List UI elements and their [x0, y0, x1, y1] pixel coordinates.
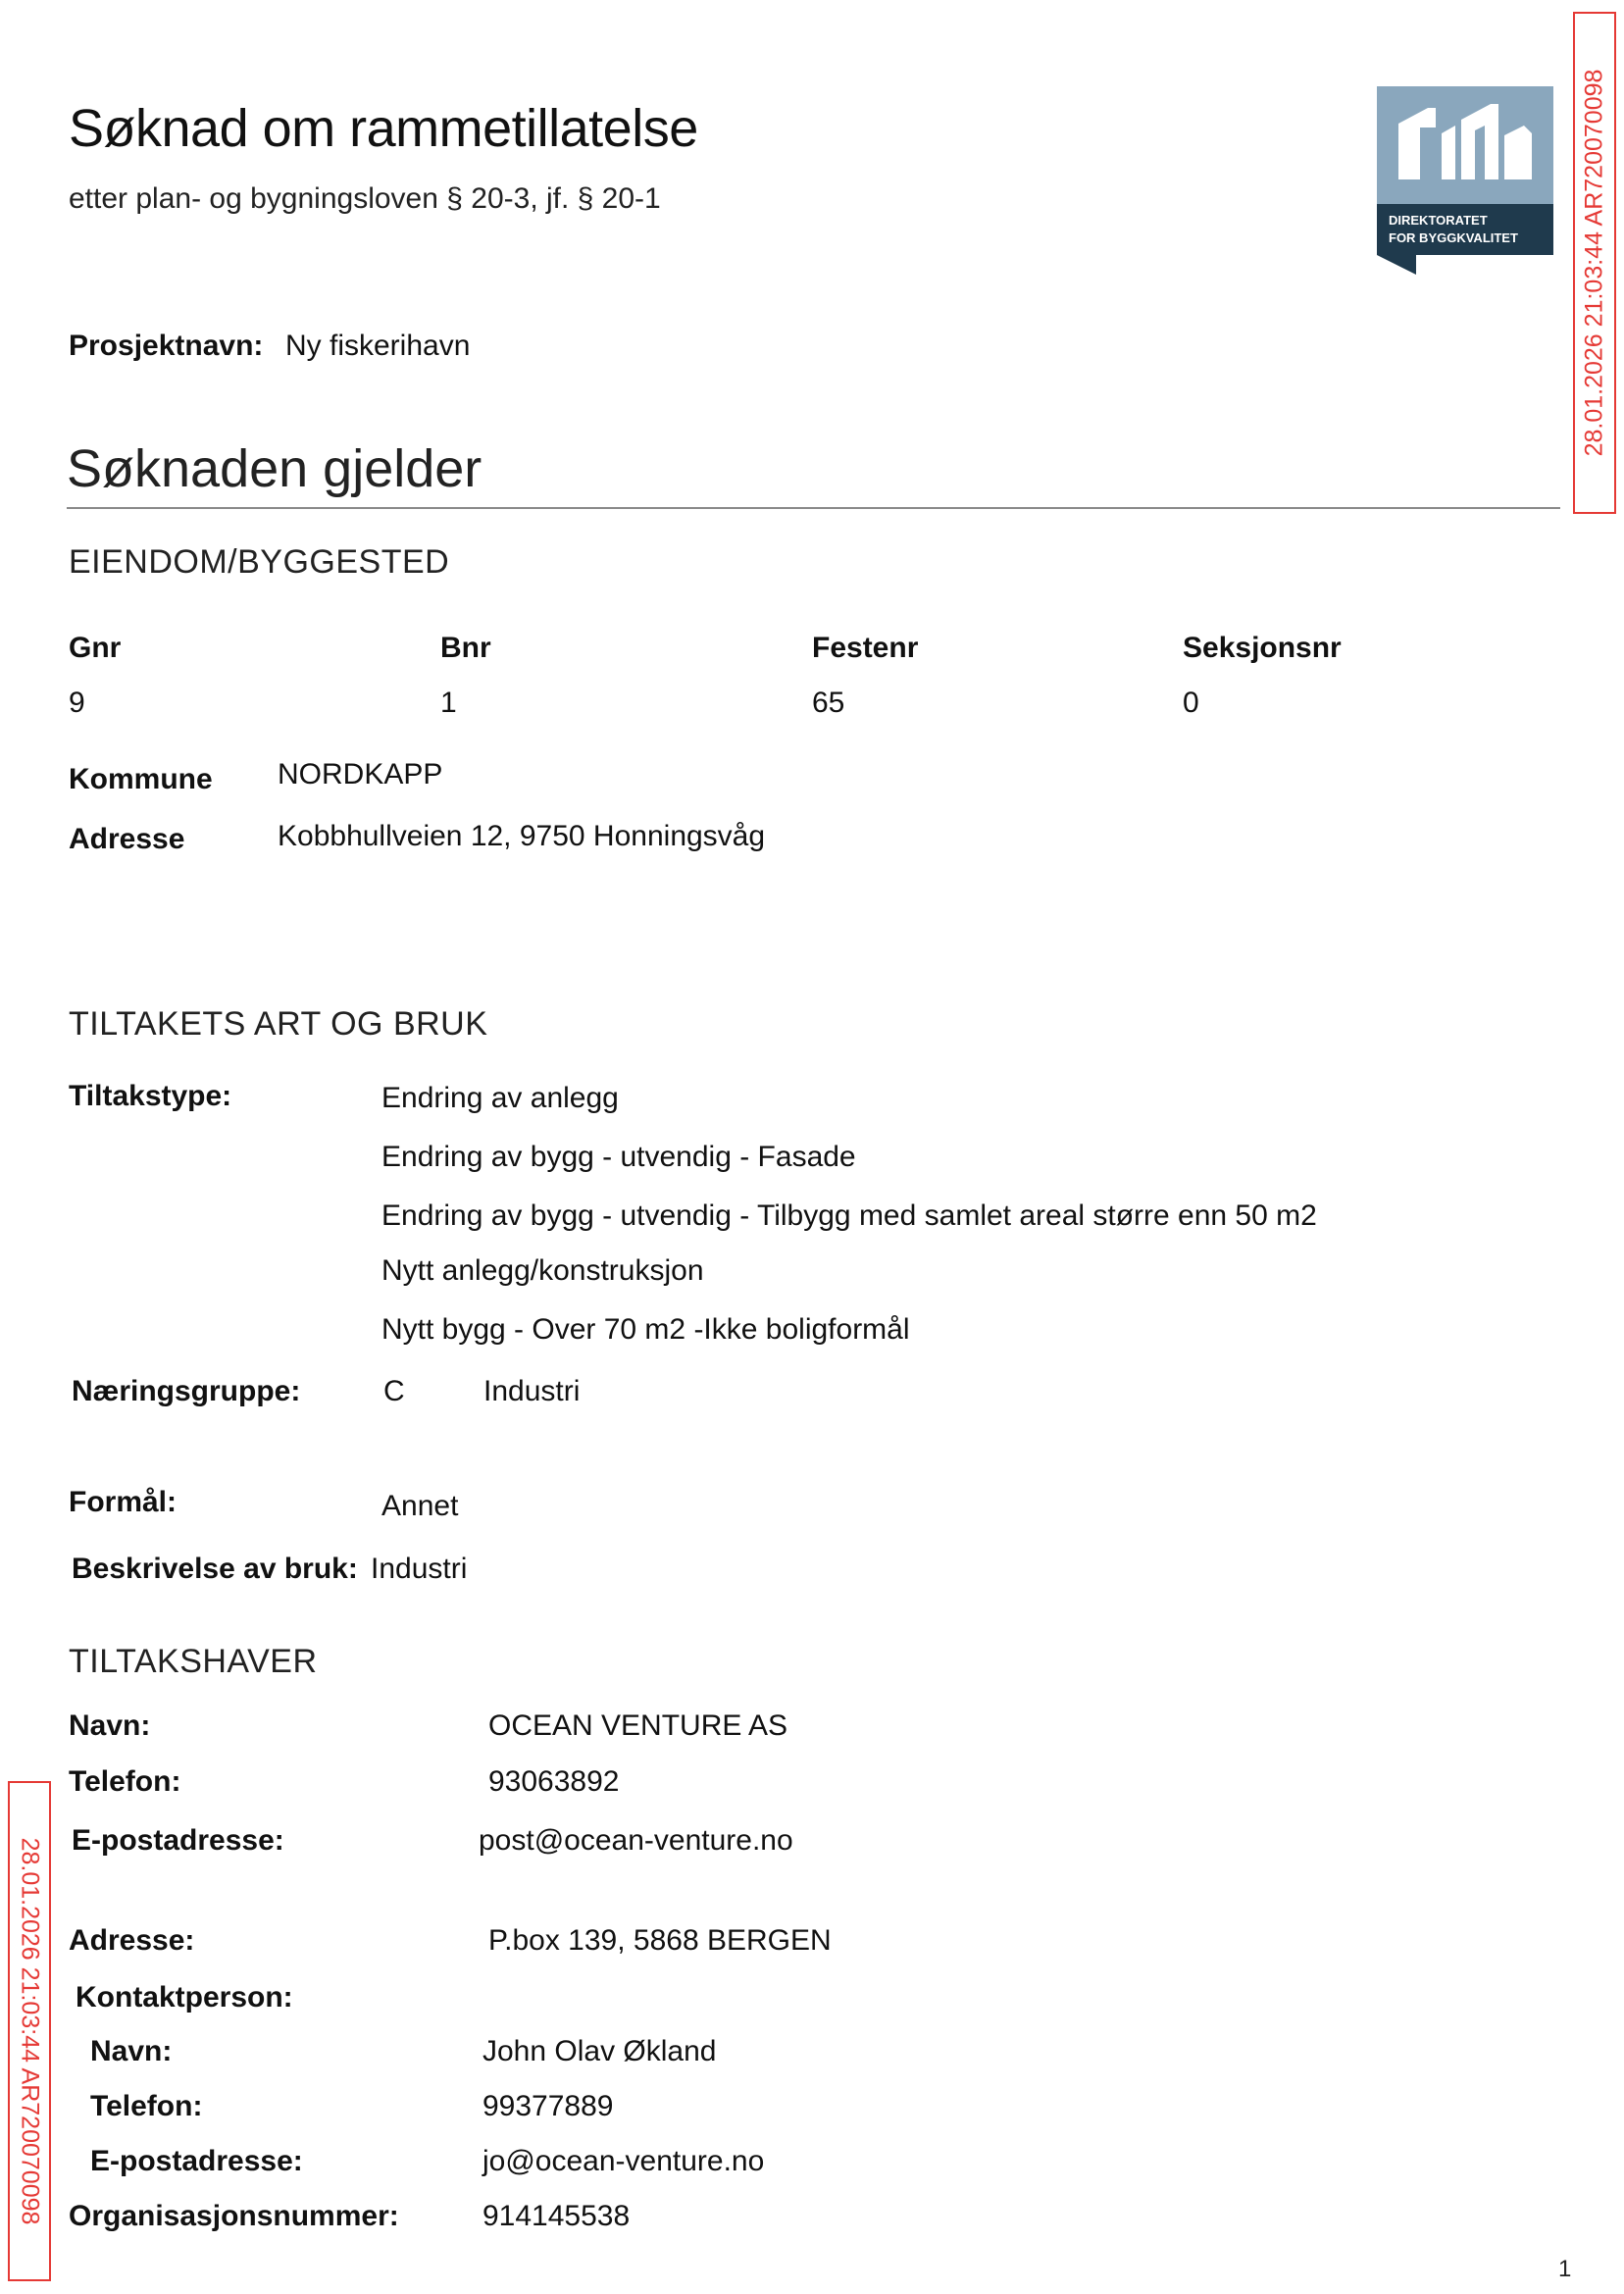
seksjonsnr-label: Seksjonsnr	[1183, 632, 1342, 664]
epost-value: post@ocean-venture.no	[479, 1824, 793, 1857]
tiltakshaver-adresse-label: Adresse:	[69, 1924, 195, 1957]
kommune-label: Kommune	[69, 763, 213, 795]
stamp-text: 28.01.2026 21:03:44 AR720070098	[16, 1837, 44, 2225]
tiltakstype-item: Endring av anlegg	[381, 1082, 619, 1114]
building-logo-icon	[1377, 86, 1553, 275]
telefon-label: Telefon:	[69, 1765, 181, 1798]
bruk-value: Industri	[371, 1553, 468, 1585]
adresse-value: Kobbhullveien 12, 9750 Honningsvåg	[278, 820, 766, 852]
formaal-label: Formål:	[69, 1486, 178, 1518]
kontaktperson-label: Kontaktperson:	[76, 1981, 293, 2014]
naeringsgruppe-label: Næringsgruppe:	[72, 1375, 301, 1407]
kontakt-navn-label: Navn:	[90, 2035, 173, 2067]
page-title: Søknad om rammetillatelse	[69, 99, 698, 158]
naeringsgruppe-code: C	[383, 1375, 405, 1407]
festenr-value: 65	[812, 687, 845, 719]
seksjonsnr-value: 0	[1183, 687, 1199, 719]
tiltak-heading: TILTAKETS ART OG BRUK	[69, 1005, 488, 1043]
tiltakshaver-adresse-value: P.box 139, 5868 BERGEN	[488, 1924, 832, 1957]
timestamp-stamp-right	[1573, 12, 1616, 514]
orgnr-value: 914145538	[482, 2200, 631, 2232]
telefon-value: 93063892	[488, 1765, 620, 1798]
naeringsgruppe-value: Industri	[483, 1375, 581, 1407]
adresse-label: Adresse	[69, 823, 185, 855]
timestamp-stamp-left	[8, 1781, 51, 2281]
kommune-value: NORDKAPP	[278, 758, 443, 790]
orgnr-label: Organisasjonsnummer:	[69, 2200, 399, 2232]
gnr-value: 9	[69, 687, 85, 719]
tiltakstype-item: Nytt bygg - Over 70 m2 -Ikke boligformål	[381, 1313, 910, 1346]
logo-text-2: FOR BYGGKVALITET	[1389, 230, 1518, 245]
bruk-label: Beskrivelse av bruk:	[72, 1553, 358, 1585]
formaal-value: Annet	[381, 1490, 459, 1522]
project-label: Prosjektnavn:	[69, 330, 264, 362]
section-title: Søknaden gjelder	[67, 439, 482, 498]
dibk-logo	[1377, 86, 1553, 275]
epost-label: E-postadresse:	[72, 1824, 284, 1857]
festenr-label: Festenr	[812, 632, 919, 664]
section-divider	[67, 507, 1560, 509]
project-value: Ny fiskerihavn	[285, 330, 471, 362]
page-number: 1	[1558, 2256, 1572, 2282]
kontakt-telefon-label: Telefon:	[90, 2090, 203, 2122]
tiltakstype-item: Endring av bygg - utvendig - Tilbygg med samlet areal større enn 50 m2	[381, 1199, 1317, 1232]
eiendom-heading: EIENDOM/BYGGESTED	[69, 543, 450, 581]
gnr-label: Gnr	[69, 632, 122, 664]
logo-text-1: DIREKTORATET	[1389, 213, 1488, 228]
tiltakstype-item: Nytt anlegg/konstruksjon	[381, 1254, 704, 1287]
bnr-value: 1	[440, 687, 457, 719]
tiltakshaver-heading: TILTAKSHAVER	[69, 1643, 318, 1680]
kontakt-telefon-value: 99377889	[482, 2090, 614, 2122]
tiltakstype-label: Tiltakstype:	[69, 1080, 232, 1112]
page-subtitle: etter plan- og bygningsloven § 20-3, jf. § 20-1	[69, 182, 661, 215]
navn-value: OCEAN VENTURE AS	[488, 1709, 788, 1742]
kontakt-epost-value: jo@ocean-venture.no	[482, 2145, 765, 2177]
kontakt-navn-value: John Olav Økland	[482, 2035, 717, 2067]
navn-label: Navn:	[69, 1709, 151, 1742]
bnr-label: Bnr	[440, 632, 491, 664]
kontakt-epost-label: E-postadresse:	[90, 2145, 303, 2177]
tiltakstype-item: Endring av bygg - utvendig - Fasade	[381, 1141, 856, 1173]
stamp-text: 28.01.2026 21:03:44 AR720070098	[1580, 69, 1608, 457]
